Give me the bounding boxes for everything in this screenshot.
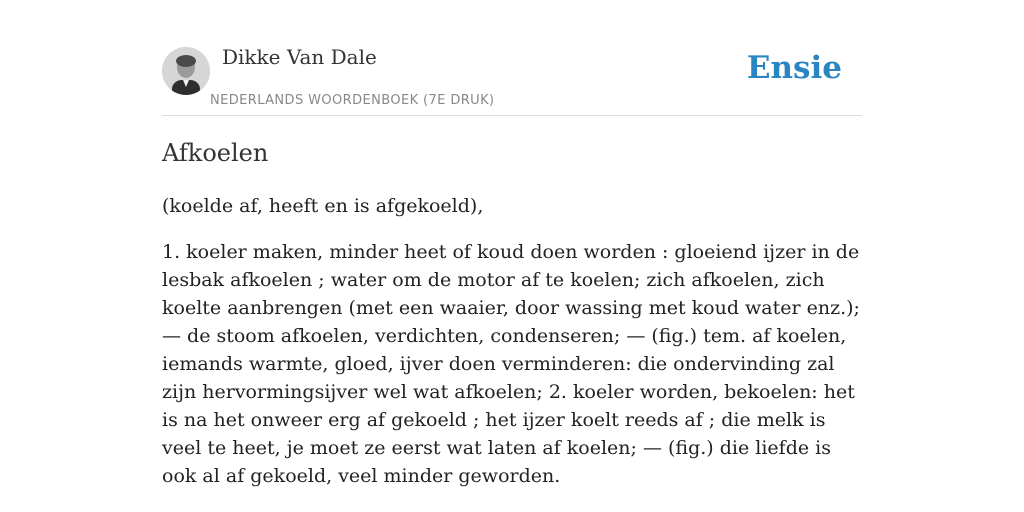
author-avatar[interactable] [162, 47, 210, 95]
brand-logo[interactable]: Ensie [746, 50, 842, 86]
header [162, 45, 862, 116]
entry-forms: (koelde af, heeft en is afgekoeld), [162, 195, 484, 217]
source-label: NEDERLANDS WOORDENBOEK (7E DRUK) [210, 93, 495, 108]
portrait-icon [162, 47, 210, 95]
entry-title: Afkoelen [162, 139, 269, 167]
author-name[interactable]: Dikke Van Dale [222, 45, 377, 69]
entry-definition: 1. koeler maken, minder heet of koud doen worden : gloeiend ijzer in de lesbak afkoelen ; water om de motor af te koelen; zich afkoelen, zich koelte aanbrengen (met een waaier, door wassing met koud water enz.); — de stoom afkoelen, verdichten, condenseren; — (fig.) tem. af koelen, iemands warmte, gloed, ijver doen verminderen: die ondervinding zal zijn hervormingsijver wel wat afkoelen; 2. koeler worden, bekoelen: het is na het onweer erg af gekoeld ; het ijzer koelt reeds af ; die melk is veel te heet, je moet ze eerst wat laten af koelen; — (fig.) die liefde is ook al af gekoeld, veel minder geworden. [162, 241, 860, 487]
entry-content [162, 192, 862, 508]
